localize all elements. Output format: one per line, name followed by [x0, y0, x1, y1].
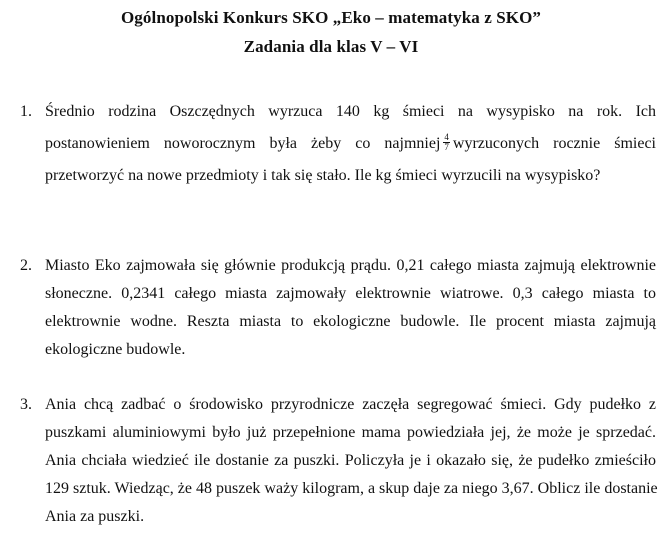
- task-line: przetworzyć na nowe przedmioty i tak się stało. Ile kg śmieci wyrzucili na wysypisko?: [45, 167, 601, 184]
- task-number: 1.: [20, 103, 32, 120]
- task-line-part: wyrzuconych rocznie śmieci: [452, 135, 657, 153]
- task-line: ekologiczne budowle.: [45, 341, 186, 358]
- task-line: puszkami aluminiowymi było już przepełnione mama powiedziała jej, że może je sprzedać.: [45, 424, 656, 441]
- task-line: Ania za puszki.: [45, 508, 145, 525]
- task-number: 2.: [20, 257, 32, 274]
- fraction-numerator: 4: [444, 132, 449, 142]
- task-line-with-fraction: [45, 132, 657, 154]
- task-line: Średnio rodzina Oszczędnych wyrzuca 140 kg śmieci na wysypisko na rok. Ich: [45, 103, 656, 120]
- task-line: elektrownie wodne. Reszta miasta to ekologiczne budowle. Ile procent miasta zajmują: [45, 313, 656, 330]
- task-line: Ania chcą zadbać o środowisko przyrodnicze zaczęła segregować śmieci. Gdy pudełko z: [45, 396, 656, 413]
- task-line: 129 sztuk. Wiedząc, że 48 puszek waży kilogram, a skup daje za niego 3,67. Oblicz ile dostanie: [45, 480, 658, 497]
- task-line-part: postanowieniem noworocznym była żeby co najmniej: [45, 135, 441, 153]
- document-subtitle: Zadania dla klas V – VI: [243, 37, 419, 56]
- task-line: słoneczne. 0,2341 całego miasta zajmowały elektrownie wiatrowe. 0,3 całego miasta to: [45, 285, 656, 302]
- document-title: Ogólnopolski Konkurs SKO „Eko – matematyka z SKO”: [120, 8, 542, 27]
- task-line: Ania chciała wiedzieć ile dostanie za puszki. Policzyła je i okazało się, że pudełko zmieściło: [45, 452, 656, 469]
- task-number: 3.: [20, 396, 32, 413]
- task-line: Miasto Eko zajmowała się głównie produkcją prądu. 0,21 całego miasta zajmują elektrownie: [45, 257, 656, 274]
- fraction: [443, 133, 450, 152]
- fraction-denominator: 7: [444, 142, 449, 152]
